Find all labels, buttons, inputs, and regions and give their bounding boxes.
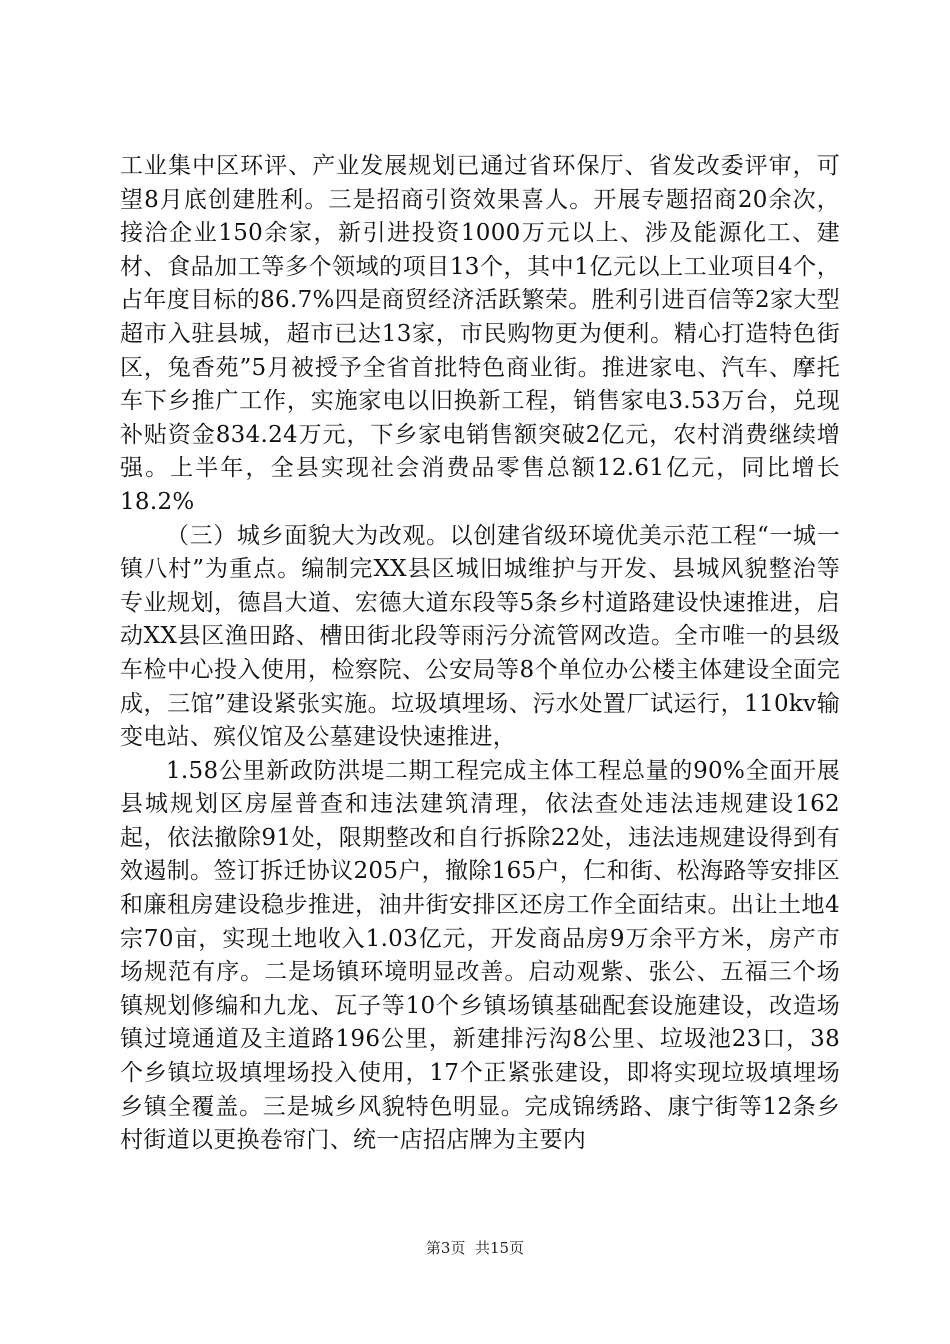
document-body bbox=[120, 150, 840, 1158]
paragraph-urban-rural: （三）城乡面貌大为改观。以创建省级环境优美示范工程“一城一镇八村”为重点。编制完XX县区城旧城维护与开发、县城风貌整治等专业规划，德昌大道、宏德大道东段等5条乡村道路建设快速推进，启动XX县区渔田路、槽田街北段等雨污分流管网改造。全市唯一的县级车检中心投入使用，检察院、公安局等8个单位办公楼主体建设全面完成，三馆”建设紧张实施。垃圾填埋场、污水处置厂试运行，110kv输变电站、殡仪馆及公墓建设快速推进， bbox=[120, 522, 840, 751]
paragraph-commerce: 工业集中区环评、产业发展规划已通过省环保厅、省发改委评审，可望8月底创建胜利。三是招商引资效果喜人。开展专题招商20余次，接洽企业150余家，新引进投资1000万元以上、涉及能源化工、建材、食品加工等多个领域的项目13个，其中1亿元以上工业项目4个，占年度目标的86.7%四是商贸经济活跃繁荣。胜利引进百信等2家大型超市入驻县城，超市已达13家，市民购物更为便利。精心打造特色街区，兔香苑”5月被授予全省首批特色商业街。推进家电、汽车、摩托车下乡推广工作，实施家电以旧换新工程，销售家电3.53万台，兑现补贴资金834.24万元，下乡家电销售额突破2亿元，农村消费继续增强。上半年，全县实现社会消费品零售总额12.61亿元，同比增长18.2% bbox=[120, 153, 840, 515]
page-footer bbox=[0, 1238, 950, 1258]
page-total: 共15页 bbox=[475, 1239, 525, 1257]
paragraph-construction: 1.58公里新政防洪堤二期工程完成主体工程总量的90%全面开展县城规划区房屋普查和违法建筑清理，依法查处违法违规建设162起，依法撤除91处，限期整改和自行拆除22处，违法违规建设得到有效遏制。签订拆迁协议205户，撤除165户，仁和街、松海路等安排区和廉租房建设稳步推进，油井街安排区还房工作全面结束。出让土地4宗70亩，实现土地收入1.03亿元，开发商品房9万余平方米，房产市场规范有序。二是场镇环境明显改善。启动观紫、张公、五福三个场镇规划修编和九龙、瓦子等10个乡镇场镇基础配套设施建设，改造场镇过境通道及主道路196公里，新建排污沟8公里、垃圾池23口，38个乡镇垃圾填埋场投入使用，17个正紧张建设，即将实现垃圾填埋场乡镇全覆盖。三是城乡风貌特色明显。完成锦绣路、康宁街等12条乡村街道以更换卷帘门、统一店招店牌为主要内 bbox=[120, 757, 840, 1154]
page-number: 第3页 bbox=[425, 1239, 466, 1257]
